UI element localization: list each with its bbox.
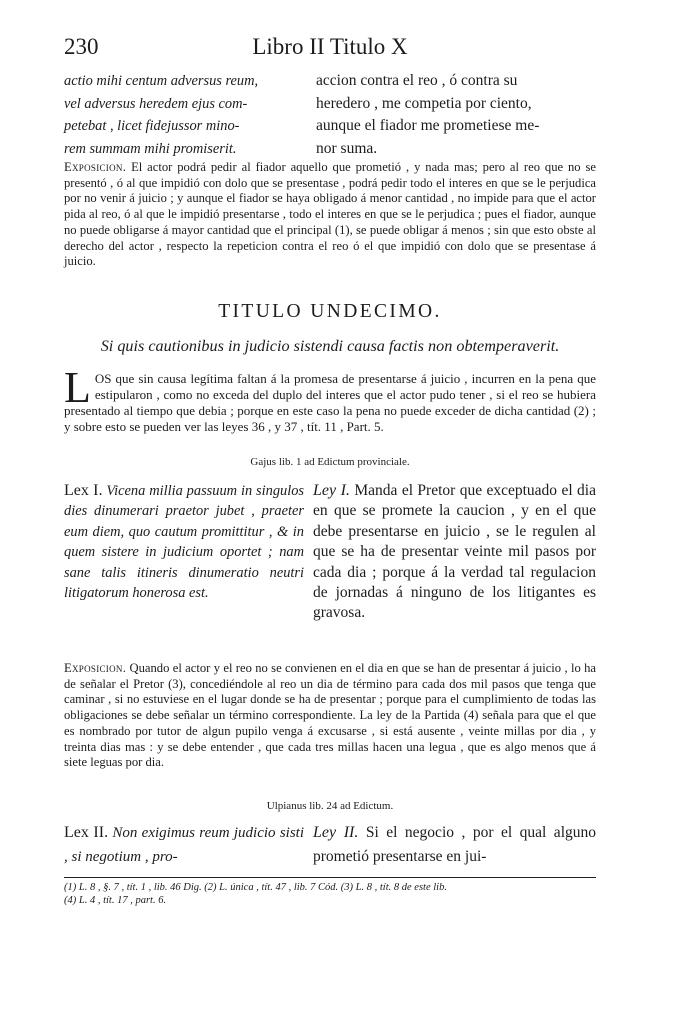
- running-head: Libro II Titulo X: [252, 34, 408, 59]
- law1-latin-text: Vicena millia passuum in singulos dies dinumerari praetor jubet , praeter eum diem, quo cautum promittitur , & in quem sistere in judicium oportet ; nam sane talis itineris dinumeratio neutri litigatorum honerosa est.: [64, 483, 305, 602]
- page-number: 230: [64, 34, 99, 59]
- law2-latin-text: Non exigimus reum judicio sisti , si negotium , pro-: [64, 825, 304, 865]
- source-citation-2: Ulpianus lib. 24 ad Edictum.: [266, 800, 394, 812]
- intro-text: OS que sin causa legítima faltan á la promesa de presentarse á juicio , incurren en la pena que estipularon , como no exceda del duplo del interes que el actor pudo tener , si el reo se hubiera presentado al tiempo que debia ; porque en este caso la pena no puede exceder de dicha cantidad (2) ; y sobre esto se pueden ver las leyes 36 , y 37 , tít. 11 , Part. 5.: [64, 371, 596, 434]
- law1-latin-column: [64, 481, 304, 603]
- continuation-spanish-column: accion contra el reo , ó contra su heredero , me competia por ciento, aunque el fiador me prometiese me- nor suma.: [316, 72, 540, 157]
- continuation-latin-column: actio mihi centum adversus reum, vel adversus heredem ejus com- petebat , licet fidejussor mino- rem summam mihi promiserit.: [64, 73, 259, 157]
- law2-latin-heading: Lex II.: [64, 824, 109, 841]
- footnotes: [64, 882, 596, 907]
- section-subtitle: Si quis cautionibus in judicio sistendi causa factis non obtemperaverit.: [100, 337, 560, 355]
- law1-spanish-text: Manda el Pretor que exceptuado el dia en que se promete la caucion , y en el que debe presentarse en juicio , se le regulen al que se ha de presentar veinte mil pasos por cada dia ; porque á la verdad tal regulacion de jornadas á ninguno de los litigantes es gravosa.: [313, 482, 596, 622]
- law1-latin-heading: Lex I.: [64, 482, 103, 499]
- exposicion-paragraph-2: [64, 661, 596, 771]
- section-title: TITULO UNDECIMO.: [218, 301, 442, 322]
- page-header: [64, 34, 596, 64]
- law2-latin-column: [64, 821, 304, 869]
- exposicion-text: Quando el actor y el reo no se convienen en el dia en que se han de presentar á juicio , lo ha de señalar el Pretor (3), concediéndole al reo un dia de término para cada dos mil pasos que tenga que caminar , si no estuviese en el lugar donde se ha de presentar ; porque para el cumplimiento de todas las obligaciones se debe señalar un término correspondiente. La ley de la Partida (4) señala para que el que es nombrado por tutor de algun pupilo venga á excusarse , si está ausente , veinte millas por dia , y treinta dias mas : y se debe entender , que cada tres millas hacen una legua , que es algo menos que á siete leguas por dia.: [64, 661, 596, 770]
- exposicion-paragraph-1: [64, 160, 596, 270]
- drop-cap: L: [64, 363, 91, 412]
- law2-spanish-text: Si el negocio , por el qual alguno prometió presentarse en jui-: [313, 824, 596, 865]
- law1-spanish-column: [313, 481, 596, 624]
- intro-paragraph: [64, 363, 596, 435]
- exposicion-label: Exposicion.: [64, 160, 127, 174]
- footnote-line: (4) L. 4 , tít. 17 , part. 6.: [64, 894, 167, 906]
- source-citation-1: Gajus lib. 1 ad Edictum provinciale.: [250, 456, 410, 468]
- footnote-line: (1) L. 8 , §. 7 , tít. 1 , lib. 46 Dig. (2) L. única , tít. 47 , lib. 7 Cód. (3) L. 8 , tít. 8 de este lib.: [64, 882, 447, 893]
- exposicion-text: El actor podrá pedir al fiador aquello que prometió , y nada mas; pero al reo que no se presentó , ó al que impidió con dolo que se presentase , podrá pedir todo el interes en que se le perjudica por no venir á juicio ; y aunque el fiador se haya obligado á menor cantidad , no impide para que el actor pida al reo, ó al que le impidió presentarse , todo el interes en que se le perjudica ; pues el fiador, aunque no puede obligarse á mayor cantidad que el principal (1), se puede obligar á menos ; sin que esto obste al derecho del actor , respecto la repeticion contra el reo ó el que impidió con dolo que se presentase á juicio.: [64, 160, 596, 269]
- law2-spanish-column: [313, 821, 596, 869]
- law2-spanish-heading: Ley II.: [313, 824, 359, 841]
- footnote-rule: [64, 877, 596, 878]
- law1-spanish-heading: Ley I.: [313, 482, 350, 499]
- exposicion-label: Exposicion.: [64, 661, 127, 675]
